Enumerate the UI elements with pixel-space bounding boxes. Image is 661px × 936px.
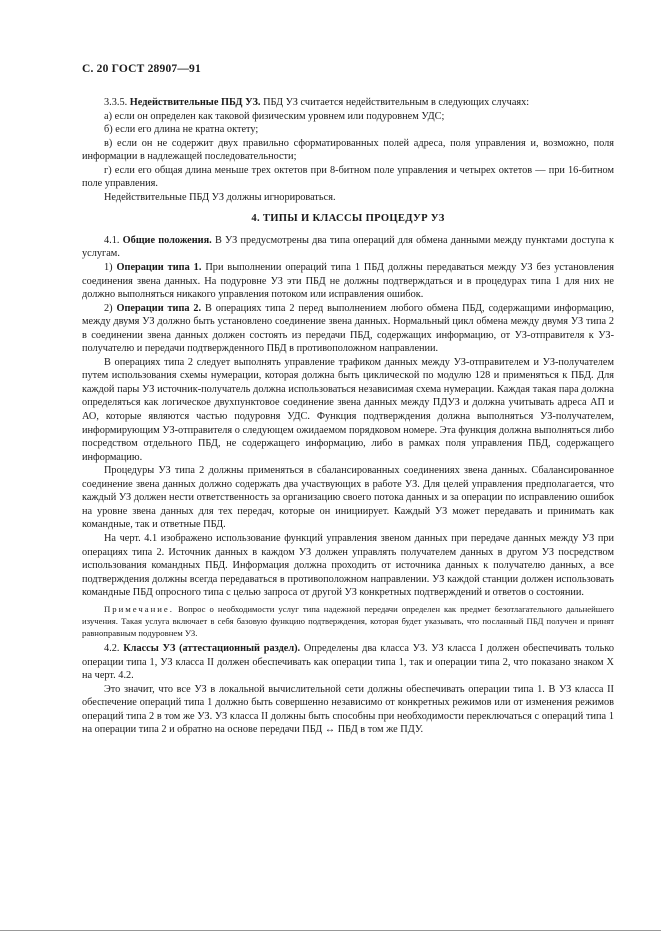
list-item: б) если его длина не кратна октету; (104, 124, 259, 136)
paragraph: В операциях типа 2 следует выполнять управление трафиком данных между УЗ-отправителем и УЗ-получателем путем использования схемы нумерации, которая должна быть циклической по модулю 128 и применяться к ПБД. Для каждой пары УЗ источник-получатель должна использоваться независимая схема нумерации. Каждая такая пара должна определяться как логическое двухпунктовое соединение звена данных между ПДУЗ и должна учитывать адреса АП и АО, которые являются частью подуровня УДС. Функция подтверждения должна выполняться УЗ-получателем, информирующим УЗ-отправителя о следующем ожидаемом порядковом номере. Эта функция должна выполняться либо посредством отдельного ПБД, не содержащего информацию, либо в рамках поля управления ПБД, содержащего информацию. (82, 356, 614, 463)
item-title: Операции типа 1. (116, 262, 202, 274)
page-edge-line (0, 930, 661, 931)
note-text: Вопрос о необходимости услуг типа надежной передачи определен как предмет безотлагательного дальнейшего изучения. Такая услуга включает в себя базовую функцию подтверждения, которая будет указывать, что посланный ПБД получен и принят равноправным подуровнем УЗ. (82, 603, 614, 638)
paragraph: Это значит, что все УЗ в локальной вычислительной сети должны обеспечивать операции типа 1. В УЗ класса II обеспечение операций типа 1 должно быть совершенно независимо от конкретных режимов или от изменения режимов операций типа 2 в том же УЗ. УЗ класса II должны быть способны при необходимости переключаться с операций типа 1 на операции типа 2 и обратно на основе передачи ПБД ↔ ПБД в том же ПДУ. (82, 683, 614, 736)
note-label: Примечание. (104, 603, 174, 614)
note (82, 603, 614, 639)
clause-title: Общие положения. (122, 234, 212, 246)
paragraph: На черт. 4.1 изображено использование функций управления звеном данных при передаче данных между УЗ при операциях типа 2. Источник данных в каждом УЗ должен управлять получателем данных в другом УЗ посредством использования командных ПБД. Информация должна проходить от источника данных к получателю данных, а все подтверждения должны всегда передаваться в противоположном направлении. УЗ каждой станции должен использовать командные ПБД опросного типа с целью запроса от другой УЗ конкретных подтверждений и ответов о состоянии. (82, 532, 614, 599)
clause-title: Классы УЗ (аттестационный раздел). (123, 642, 301, 654)
clause-text: В УЗ предусмотрены два типа операций для обмена данными между пунктами доступа к услугам. (82, 234, 614, 260)
list-item: г) если его общая длина меньше трех октетов при 8-битном поле управления и четырех октетов — при 16-битном поле управления. (82, 164, 614, 190)
item-title: Операции типа 2. (116, 302, 202, 314)
paragraph: Недействительные ПБД УЗ должны игнорироваться. (104, 191, 336, 203)
clause-number: 4.1. (104, 234, 120, 246)
clause-title: Недействительные ПБД УЗ. (129, 97, 261, 108)
item-number: 2) (104, 302, 113, 314)
clause-number: 3.3.5. (104, 97, 128, 108)
item-text: При выполнении операций типа 1 ПБД должны передаваться между УЗ без установления соединения звена данных. На подуровне УЗ эти ПБД не должны подтверждаться и в процедурах типа 1 для них не должно выполняться никакого управления потоком или исправления ошибок. (82, 262, 615, 301)
paragraph-4-2 (82, 642, 614, 683)
paragraph-4-1 (82, 234, 614, 261)
document-body (82, 96, 614, 737)
list-item: а) если он определен как таковой физическим уровнем или подуровнем УДС; (104, 110, 445, 122)
clause-text: Определены два класса УЗ. УЗ класса I должен обеспечивать только операции типа 1, УЗ класса II должен обеспечивать как операции типа 1, так и операции типа 2, что показано знаком X на черт. 4.2. (82, 642, 614, 682)
paragraph-op1 (82, 261, 614, 302)
paragraph-3-3-5 (82, 96, 614, 110)
clause-text: ПБД УЗ считается недействительным в следующих случаях: (263, 97, 530, 108)
item-text: В операциях типа 2 перед выполнением любого обмена ПБД, содержащими информацию, между двумя УЗ должно быть установлено соединение звена данных. Нормальный цикл обмена между двумя УЗ типа 2 в соединении звена данных должен состоять из передачи ПБД, содержащих информацию, от УЗ-отправителя к УЗ-получателю и передачи подтвержденного ПБД в противоположном направлении. (82, 302, 614, 355)
paragraph-op2 (82, 302, 614, 356)
page-header: С. 20 ГОСТ 28907—91 (82, 63, 201, 75)
item-number: 1) (104, 262, 113, 274)
section-title: 4. ТИПЫ И КЛАССЫ ПРОЦЕДУР УЗ (251, 213, 445, 225)
clause-number: 4.2. (104, 642, 120, 654)
paragraph: Процедуры УЗ типа 2 должны применяться в сбалансированных соединениях звена данных. Сбалансированное соединение звена данных должно содержать два участвующих в работе УЗ. Для целей управления предполагается, что каждый УЗ должен нести ответственность за организацию своего потока данных и за операции по исправлению ошибок на уровне звена данных для тех передач, которые он инициирует. Каждый УЗ может передавать и принимать как командные, так и ответные ПБД. (82, 465, 614, 531)
list-item: в) если он не содержит двух правильно сформатированных полей адреса, поля управления и, возможно, поля информации в надлежащей последовательности; (82, 137, 614, 163)
